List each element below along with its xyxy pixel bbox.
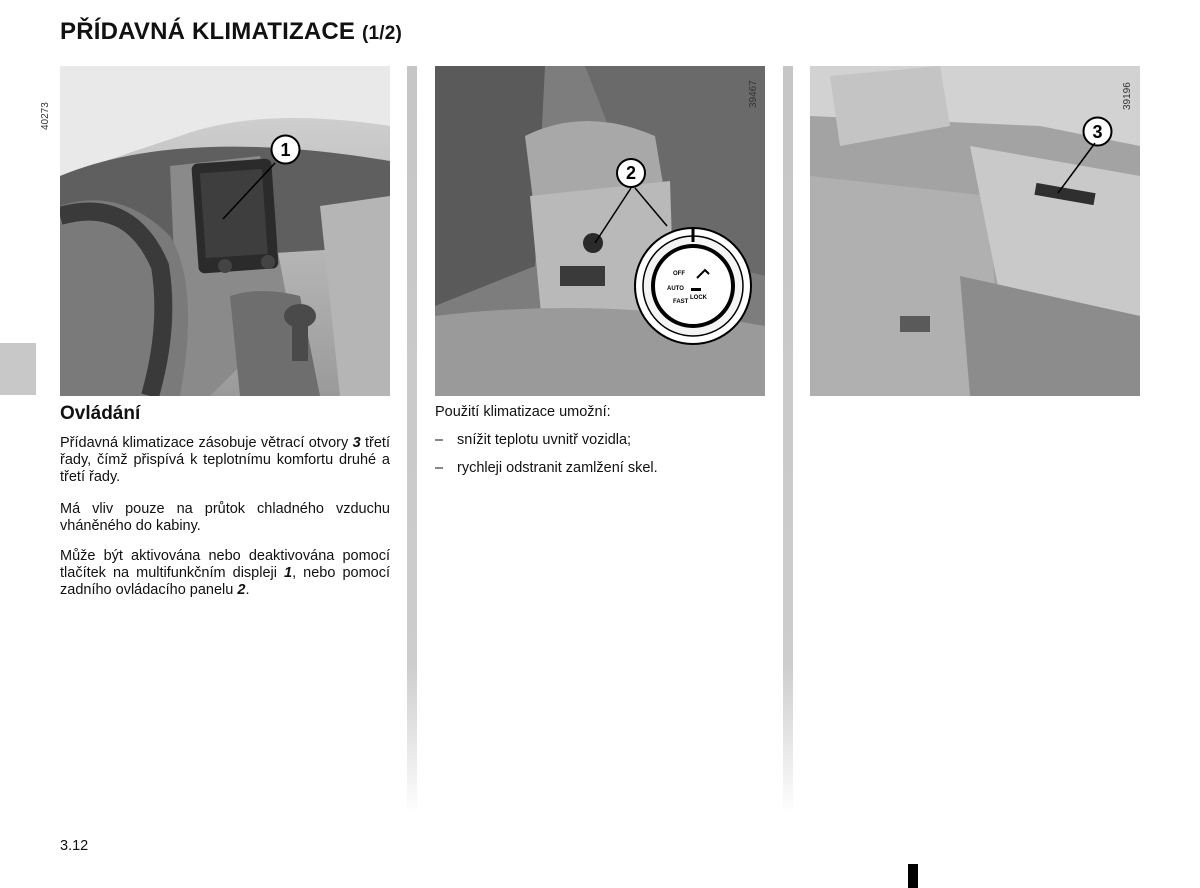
figure-ref-code: 39467 [748, 80, 759, 108]
bullet-item: – snížit teplotu uvnitř vozidla; [435, 432, 632, 448]
svg-text:LOCK: LOCK [690, 295, 707, 301]
paragraph-activation: Může být aktivována nebo deaktivována pomocí tlačítek na multifunkčním displeji 1, nebo pomocí zadního ovládacího panelu 2. [60, 548, 390, 598]
usage-intro: Použití klimatizace umožní: [435, 404, 611, 420]
svg-text:AUTO: AUTO [667, 286, 684, 292]
print-mark [908, 864, 918, 888]
figure-dashboard-photo [60, 66, 390, 396]
bullet-item: – rychleji odstranit zamlžení skel. [435, 460, 658, 476]
figure-rear-panel-photo [435, 66, 765, 396]
svg-text:2: 2 [625, 163, 637, 183]
figure-third-row-photo [810, 66, 1140, 396]
paragraph-flow: Má vliv pouze na průtok chladného vzduchu vháněného do kabiny. [60, 501, 390, 534]
svg-text:OFF: OFF [673, 271, 685, 277]
chapter-tab [0, 343, 36, 395]
figure-ref-code: 40273 [40, 102, 51, 130]
svg-text:3: 3 [1092, 122, 1103, 142]
callout-leader-3 [1055, 141, 1100, 196]
page-number: 3.12 [60, 838, 89, 854]
page-title: PŘÍDAVNÁ KLIMATIZACE (1/2) [60, 18, 403, 45]
svg-text:FAST: FAST [673, 299, 689, 305]
paragraph-supply: Přídavná klimatizace zásobuje větrací otvory 3 třetí řady, čímž přispívá k teplotnímu komfortu druhé a třetí řady. [60, 435, 390, 485]
section-heading: Ovládání [60, 403, 141, 424]
column-divider-1 [407, 66, 417, 816]
figure-ref-code: 39196 [1122, 82, 1133, 110]
callout-detail-dial [435, 66, 765, 396]
svg-text:1: 1 [280, 140, 291, 160]
column-divider-2 [783, 66, 793, 816]
callout-leader-1 [220, 161, 280, 221]
